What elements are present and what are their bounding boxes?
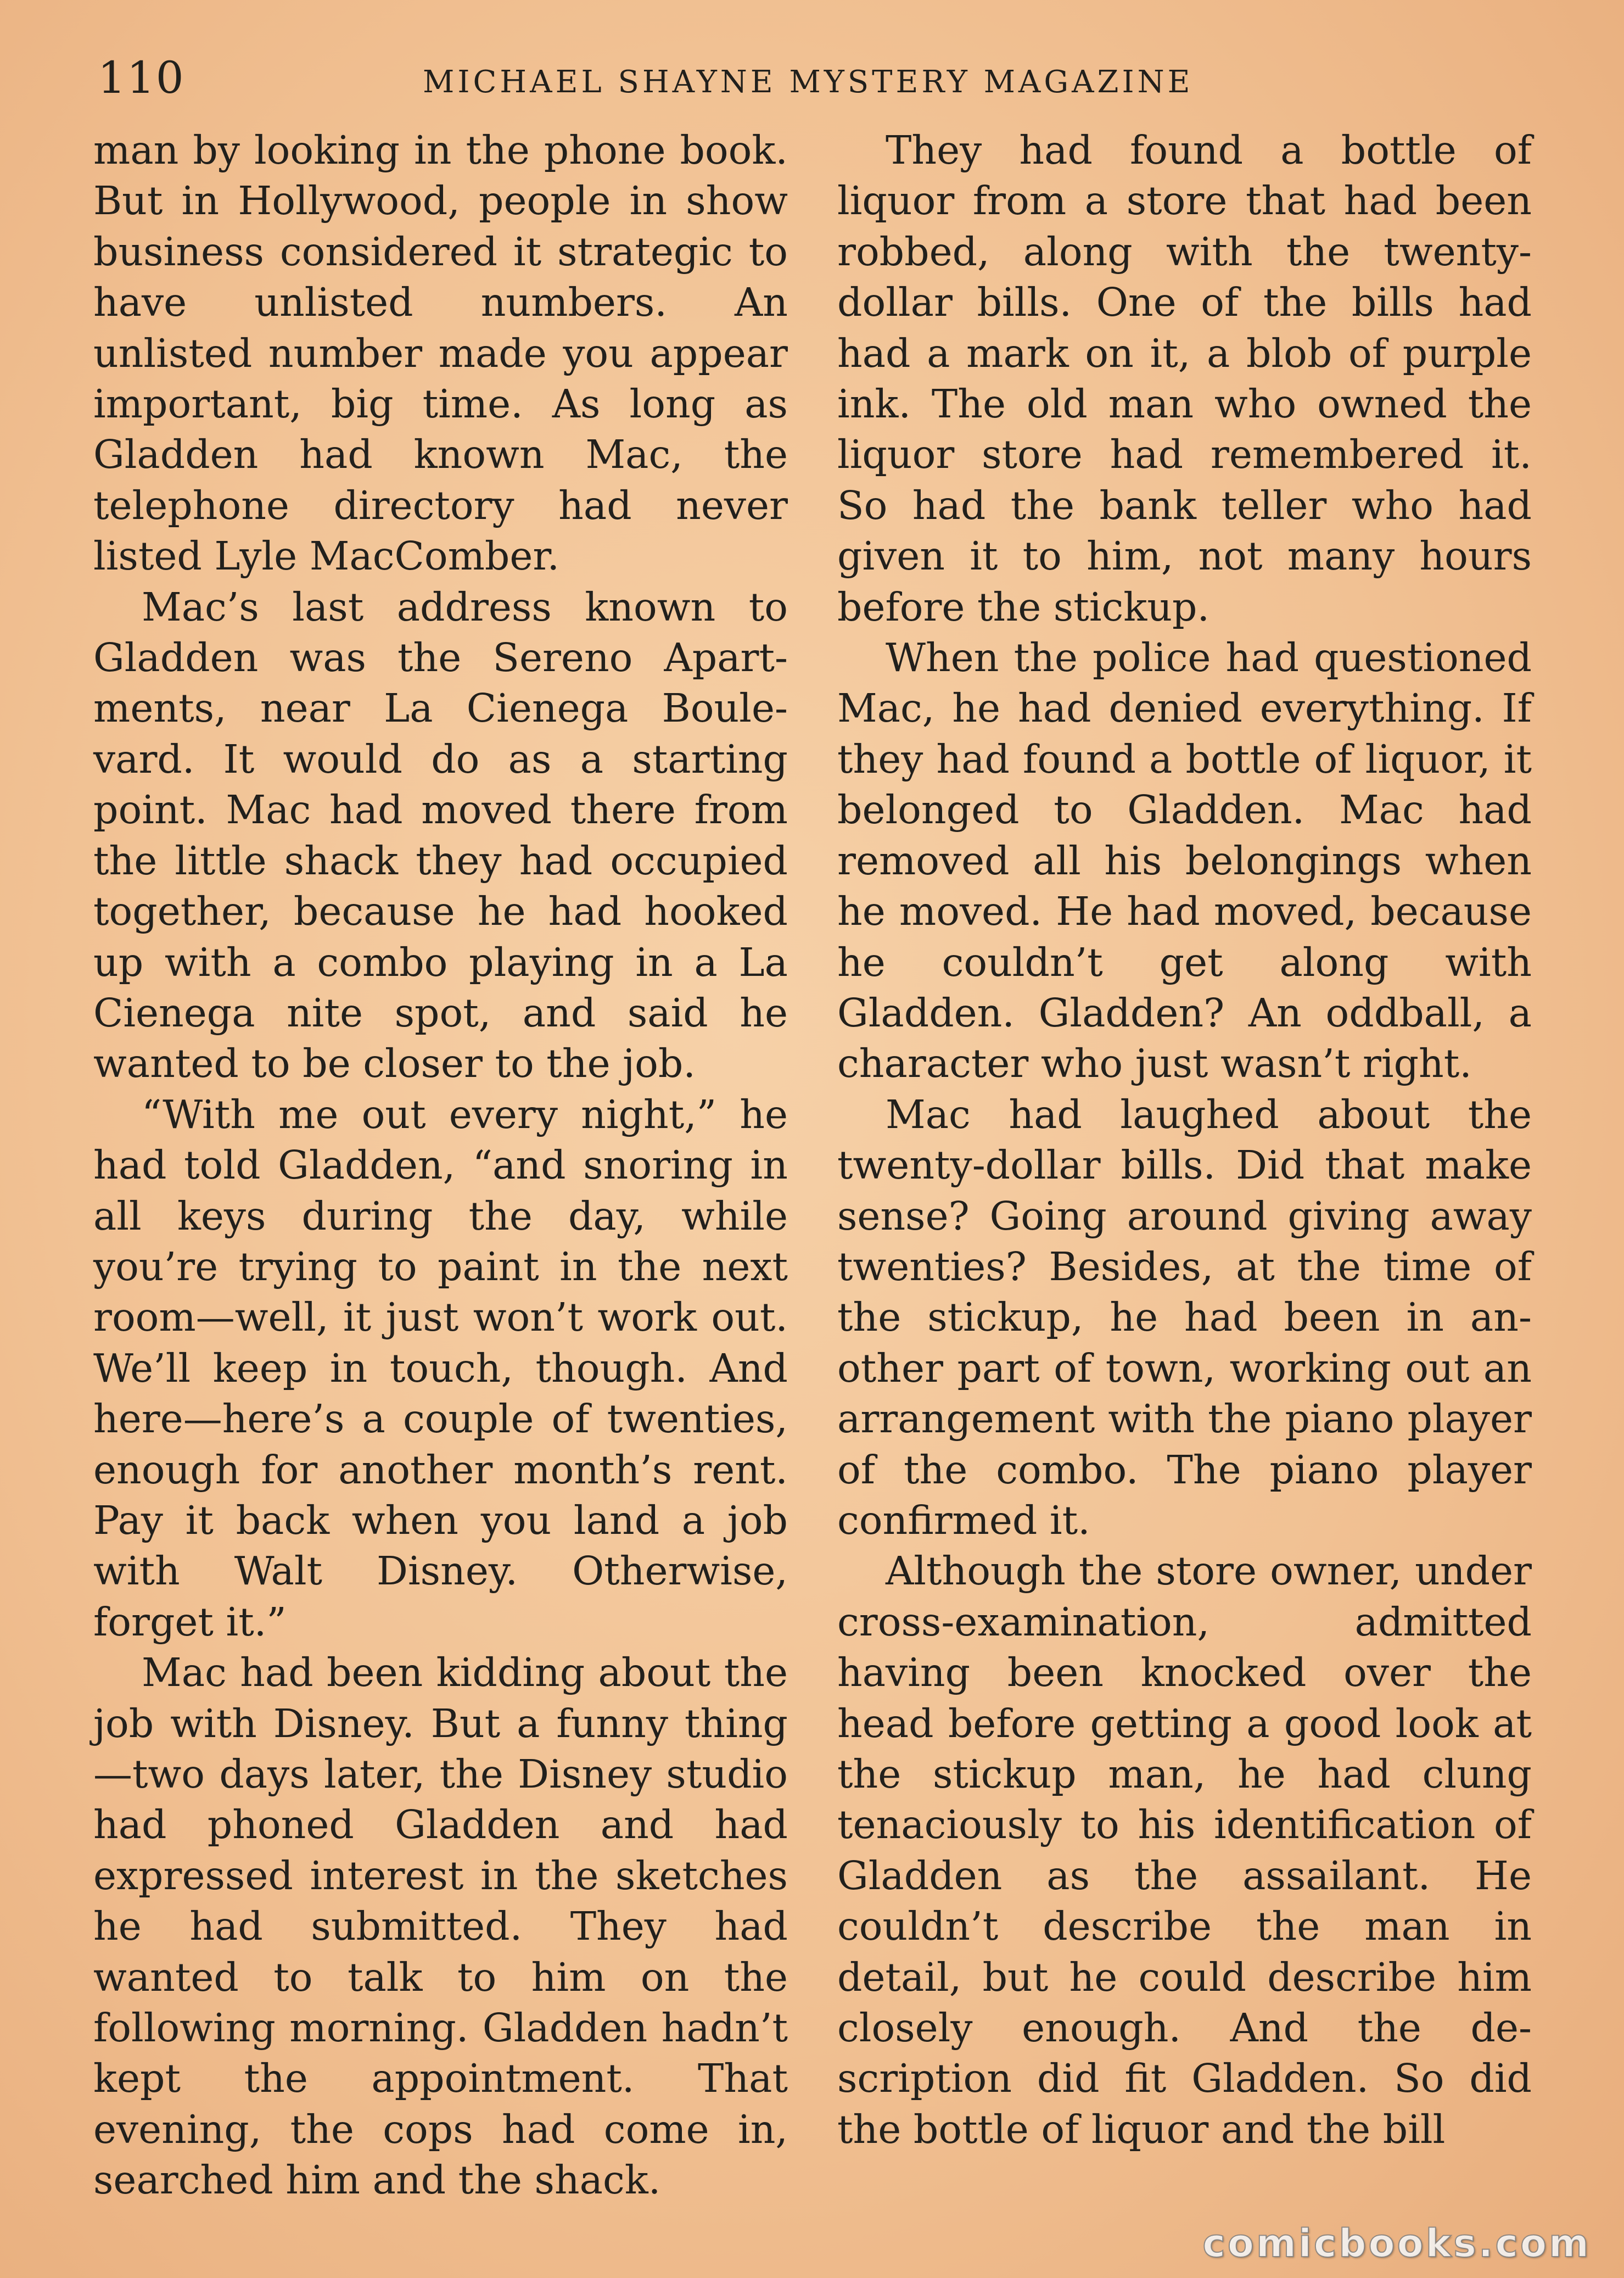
paragraph: They had found a bottle of liquor from a store that had been robbed, along with the twenty-dollar bills. One of the bills had had a mark on it, a blob of purple ink. The old man who owned the liquor store had remembered it. So had the bank teller who had given it to him, not many hours before the stickup. (837, 127, 1532, 630)
paragraph: “With me out every night,” he had told Gladden, “and snoring in all keys during the day, while you’re trying to paint in the next room—well, it just won’t work out. We’ll keep in touch, though. And here—here’s a couple of twenties, enough for another month’s rent. Pay it back when you land a job with Walt Disney. Otherwise, forget it.” (93, 1091, 788, 1645)
paragraph: Mac had been kidding about the job with Disney. But a funny thing—two days later, the Disney studio had phoned Gladden and had expressed interest in the sketches he had submitted. They had wanted to talk to him on the following morning. Gladden hadn’t kept the appointment. That evening, the cops had come in, searched him and the shack. (93, 1650, 788, 2203)
watermark-logo: comicbooks.com (1202, 2221, 1591, 2266)
paragraph: When the police had questioned Mac, he had denied everything. If they had found a bottle of liquor, it belonged to Gladden. Mac had removed all his belongings when he moved. He had moved, because he couldn’t get along with Gladden. Gladden? An oddball, a character who just wasn’t right. (837, 635, 1532, 1087)
page-number: 110 (98, 52, 185, 103)
running-head: MICHAEL SHAYNE MYSTERY MAGAZINE (423, 64, 1194, 100)
left-column (93, 125, 788, 2206)
paragraph: man by looking in the phone book. But in Hollywood, people in show business considered it strategic to have unlisted numbers. An unlisted number made you appear important, big time. As long as Gladden had known Mac, the telephone directory had never listed Lyle MacComber. (93, 127, 788, 579)
right-column (837, 125, 1532, 2155)
paragraph: Mac’s last address known to Gladden was the Sereno Apartments, near La Cienega Boulevard. It would do as a starting point. Mac had moved there from the little shack they had occupied together, because he had hooked up with a combo playing in a La Cienega nite spot, and said he wanted to be closer to the job. (93, 584, 788, 1087)
paragraph: Although the store owner, under cross-examination, admitted having been knocked over the head before getting a good look at the stickup man, he had clung tenaciously to his identification of Gladden as the assailant. He couldn’t describe the man in detail, but he could describe him closely enough. And the description did fit Gladden. So did the bottle of liquor and the bill (837, 1548, 1532, 2152)
paragraph: Mac had laughed about the twenty-dollar bills. Did that make sense? Going around giving away twenties? Besides, at the time of the stickup, he had been in another part of town, working out an arrangement with the piano player of the combo. The piano player confirmed it. (837, 1091, 1532, 1543)
